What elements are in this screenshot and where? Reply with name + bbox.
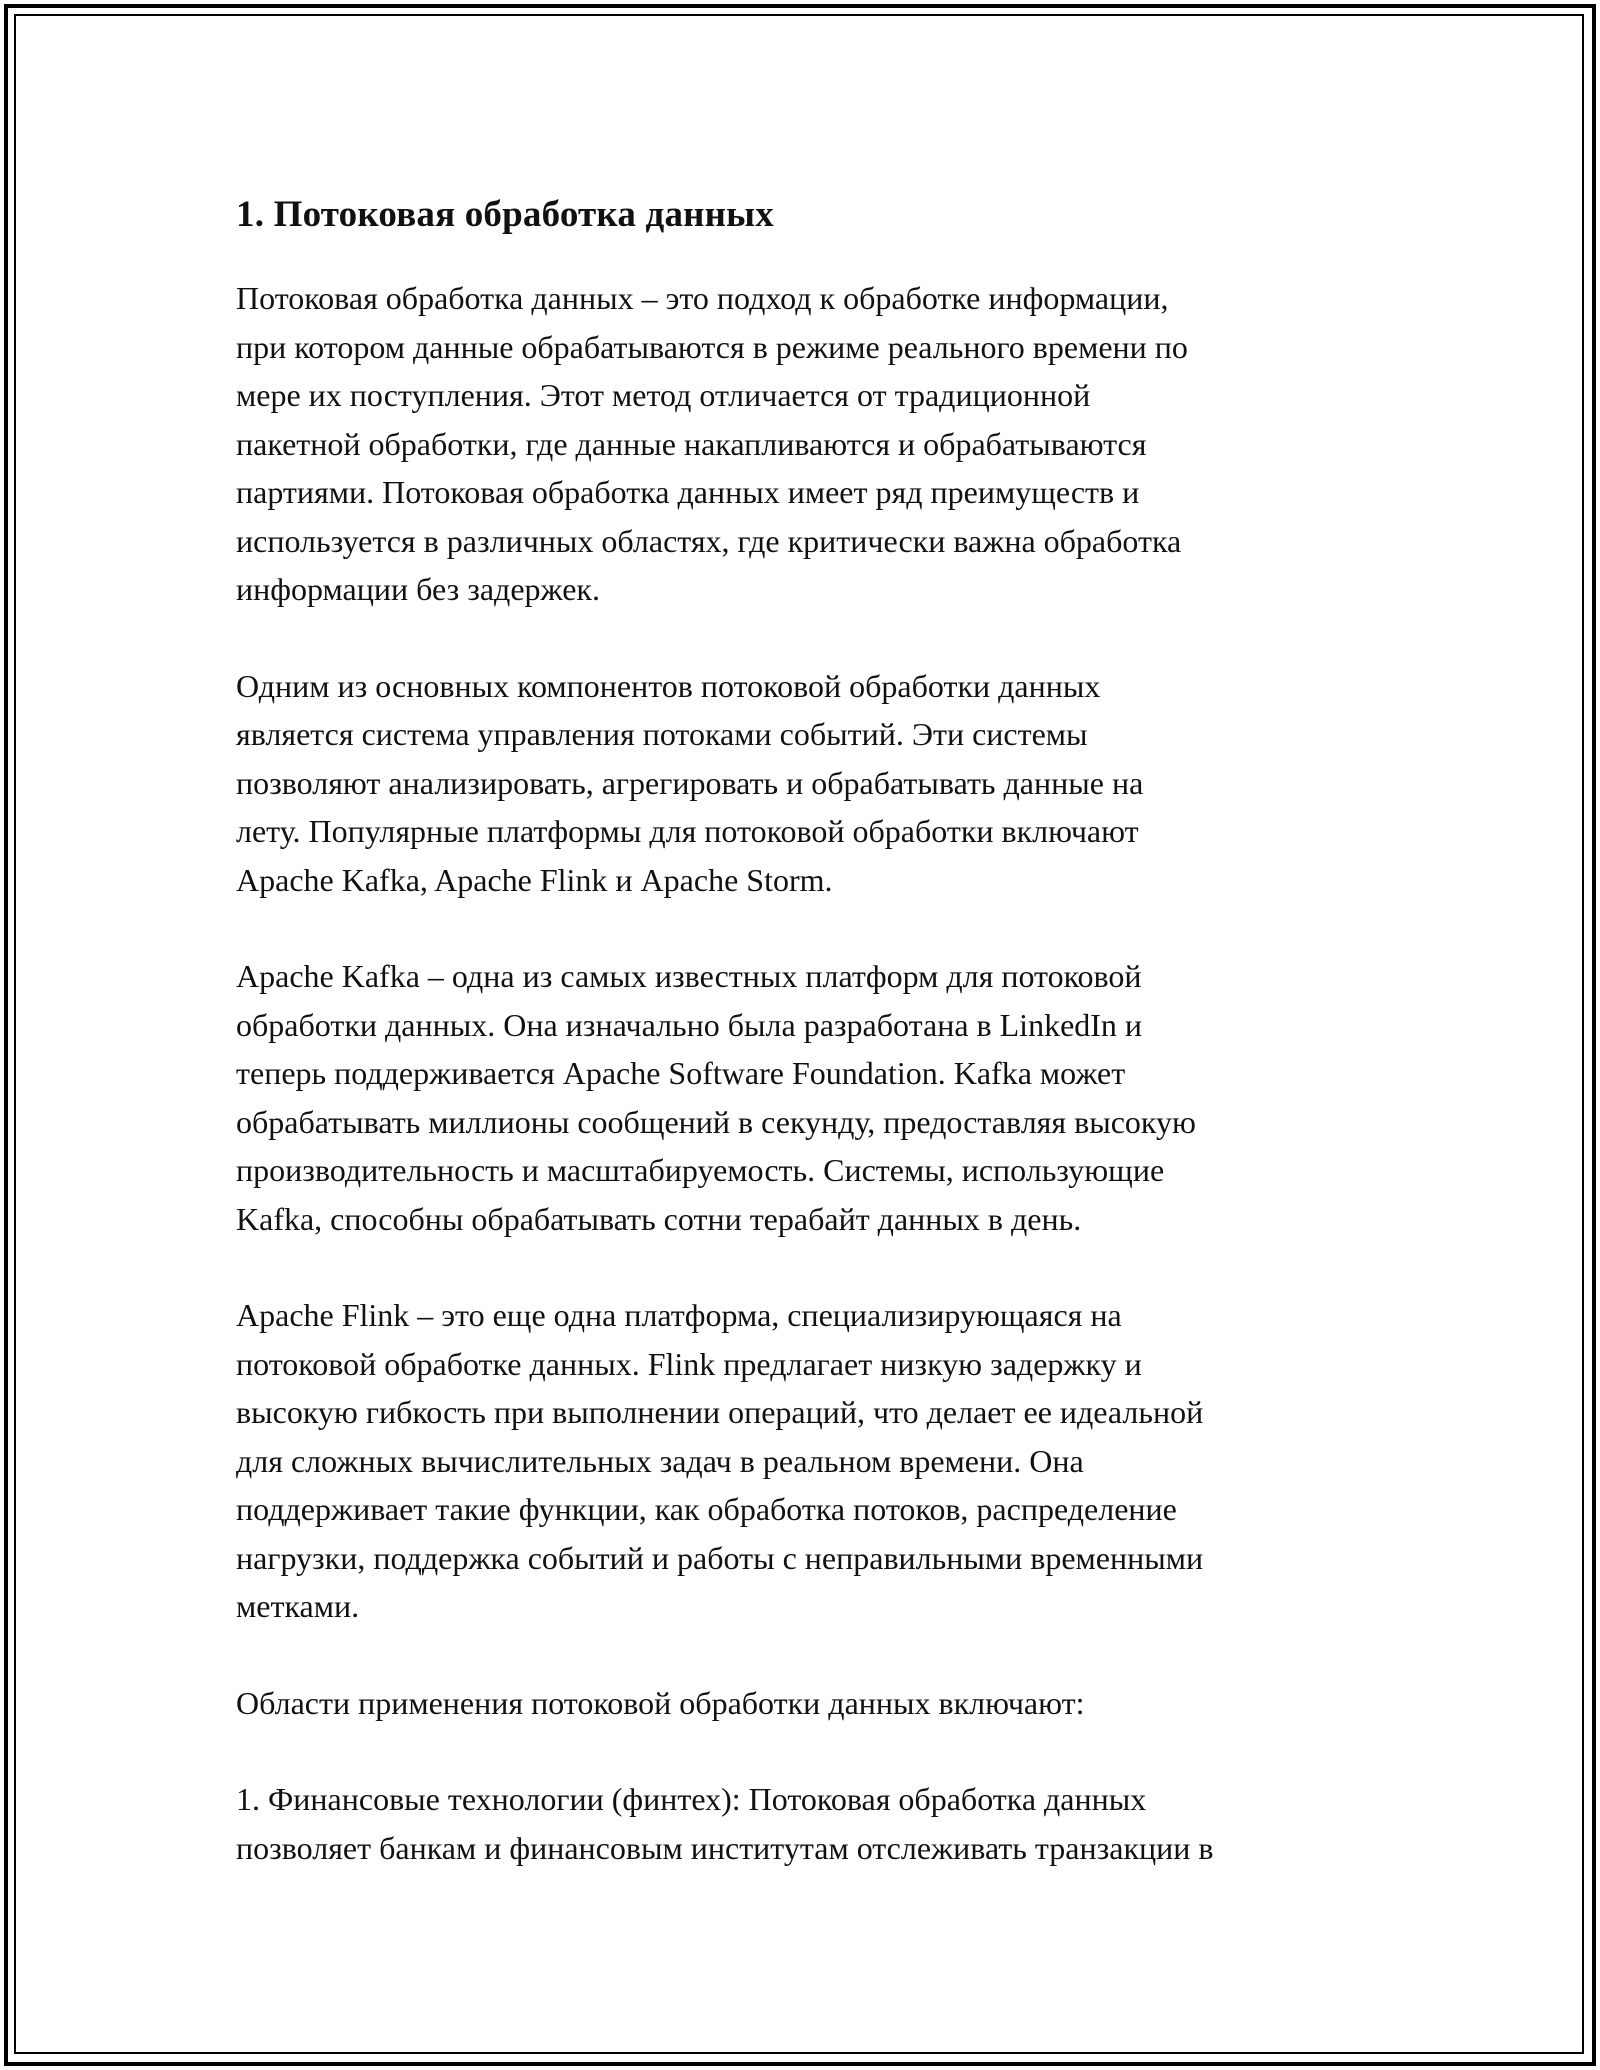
text-line: Области применения потоковой обработки данных включают:: [236, 1684, 1085, 1721]
paragraph-intro: [236, 274, 1376, 614]
text-line: потоковой обработке данных. Flink предлагает низкую задержку и: [236, 1345, 1142, 1382]
text-line: для сложных вычислительных задач в реальном времени. Она: [236, 1442, 1084, 1479]
section-heading: 1. Потоковая обработка данных: [236, 194, 774, 235]
text-line: лету. Популярные платформы для потоковой обработки включают: [236, 813, 1139, 849]
text-line: Одним из основных компонентов потоковой обработки данных: [236, 667, 1101, 704]
text-line: является система управления потоками событий. Эти системы: [236, 716, 1088, 752]
text-line: 1. Финансовые технологии (финтех): Потоковая обработка данных: [236, 1781, 1147, 1817]
text-line: Apache Kafka, Apache Flink и Apache Storm.: [236, 861, 833, 898]
text-line: позволяет банкам и финансовым институтам отслеживать транзакции в: [236, 1829, 1214, 1866]
text-line: информации без задержек.: [236, 571, 600, 607]
text-line: высокую гибкость при выполнении операций, что делает ее идеальной: [236, 1394, 1204, 1430]
text-line: поддерживает такие функции, как обработка потоков, распределение: [236, 1491, 1177, 1527]
text-line: Apache Flink – это еще одна платформа, специализирующаяся на: [236, 1297, 1122, 1333]
text-line: метками.: [236, 1588, 360, 1624]
paragraph-applications-intro: [236, 1679, 1376, 1728]
list-item-fintech: [236, 1775, 1376, 1872]
document-body: [236, 182, 1376, 1920]
text-line: мере их поступления. Этот метод отличается от традиционной: [236, 377, 1091, 413]
text-line: позволяют анализировать, агрегировать и обрабатывать данные на: [236, 764, 1144, 801]
text-line: обработки данных. Она изначально была разработана в LinkedIn и: [236, 1006, 1143, 1043]
paragraph-kafka: [236, 952, 1376, 1243]
text-line: используется в различных областях, где критически важна обработка: [236, 522, 1182, 559]
text-line: при котором данные обрабатываются в режиме реального времени по: [236, 328, 1188, 365]
text-line: обрабатывать миллионы сообщений в секунду, предоставляя высокую: [236, 1103, 1196, 1140]
text-line: Apache Kafka – одна из самых известных платформ для потоковой: [236, 958, 1142, 994]
paragraph-flink: [236, 1291, 1376, 1631]
paragraph-components: [236, 662, 1376, 905]
text-line: производительность и масштабируемость. Системы, использующие: [236, 1152, 1165, 1188]
text-line: партиями. Потоковая обработка данных имеет ряд преимуществ и: [236, 474, 1140, 510]
text-line: пакетной обработки, где данные накапливаются и обрабатываются: [236, 425, 1147, 462]
text-line: нагрузки, поддержка событий и работы с неправильными временными: [236, 1539, 1204, 1576]
text-line: теперь поддерживается Apache Software Foundation. Kafka может: [236, 1055, 1126, 1091]
text-line: Потоковая обработка данных – это подход к обработке информации,: [236, 280, 1169, 316]
text-line: Kafka, способны обрабатывать сотни терабайт данных в день.: [236, 1200, 1082, 1237]
